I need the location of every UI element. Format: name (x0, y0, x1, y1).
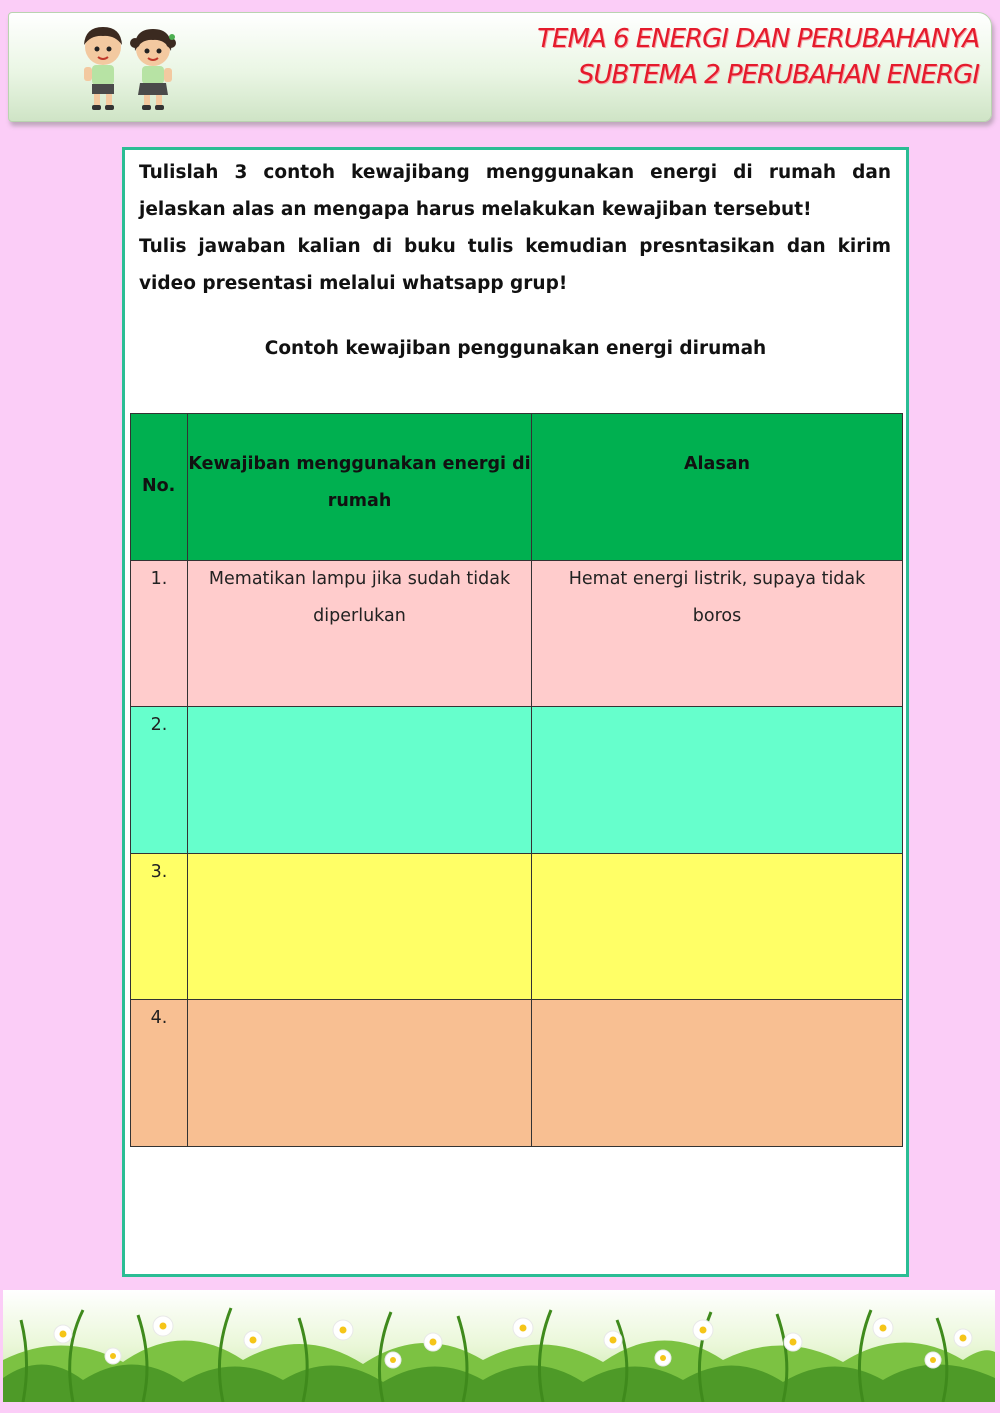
page-header (8, 12, 992, 122)
answer-table (130, 413, 903, 1147)
title-line-1: TEMA 6 ENERGI DAN PERUBAHANYA (537, 24, 979, 54)
instructions (139, 154, 891, 302)
row-number: 3. (131, 853, 188, 1000)
table-row (131, 1000, 903, 1147)
row-number: 2. (131, 707, 188, 854)
table-header-row (131, 414, 903, 561)
alasan-cell: Hemat energi listrik, supaya tidak boros (532, 560, 903, 707)
row-number: 1. (131, 560, 188, 707)
table-title: Contoh kewajiban penggunakan energi dirumah (264, 338, 767, 359)
row-number: 4. (131, 1000, 188, 1147)
header-alasan: Alasan (532, 414, 903, 561)
alasan-cell[interactable] (532, 1000, 903, 1147)
kewajiban-cell[interactable] (188, 707, 532, 854)
table-row (131, 560, 903, 707)
table-row (131, 853, 903, 1000)
kewajiban-cell: Mematikan lampu jika sudah tidak diperlukan (188, 560, 532, 707)
instruction-paragraph-2: Tulis jawaban kalian di buku tulis kemudian presntasikan dan kirim video presentasi melalui whatsapp grup! (139, 236, 891, 294)
flower-meadow-illustration (3, 1290, 995, 1402)
page-title (537, 21, 979, 93)
girl-figure (130, 29, 176, 110)
instruction-paragraph-1: Tulislah 3 contoh kewajibang menggunakan energi di rumah dan jelaskan alas an mengapa harus melakukan kewajiban tersebut! (139, 162, 891, 220)
kewajiban-cell[interactable] (188, 853, 532, 1000)
children-illustration (71, 21, 183, 113)
alasan-cell[interactable] (532, 707, 903, 854)
table-row (131, 707, 903, 854)
header-no: No. (131, 414, 188, 561)
title-line-2: SUBTEMA 2 PERUBAHAN ENERGI (577, 60, 979, 90)
boy-figure (84, 27, 122, 110)
header-kewajiban: Kewajiban menggunakan energi di rumah (188, 414, 532, 561)
kewajiban-cell[interactable] (188, 1000, 532, 1147)
worksheet-card (122, 147, 909, 1277)
alasan-cell[interactable] (532, 853, 903, 1000)
